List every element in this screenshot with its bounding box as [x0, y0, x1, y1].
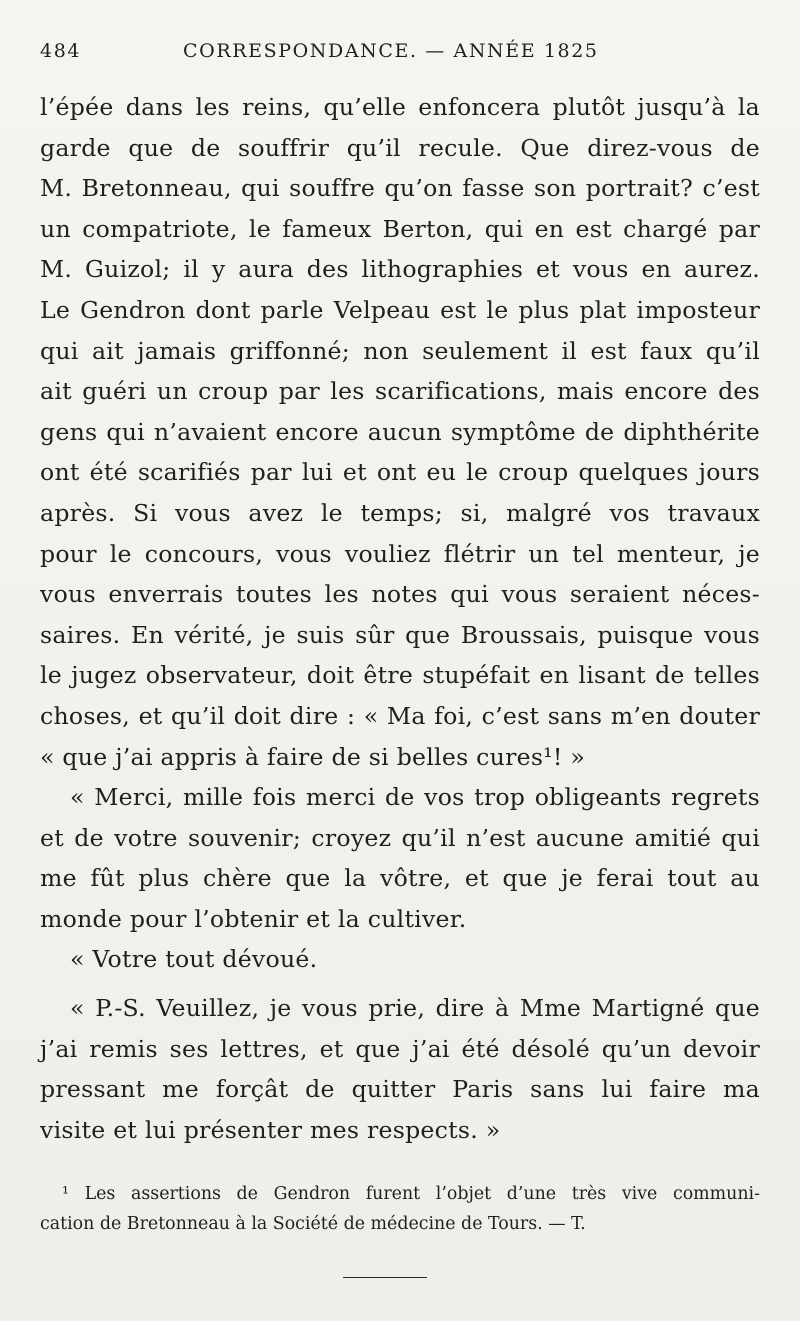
text-line: un compatriote, le fameux Berton, qui en est chargé par: [40, 214, 760, 243]
text-line: garde que de souffrir qu’il recule. Que direz-vous de: [40, 133, 760, 162]
text-line: l’épée dans les reins, qu’elle enfoncera plutôt jusqu’à la: [40, 93, 760, 121]
text-line: monde pour l’obtenir et la cultiver.: [40, 904, 467, 933]
text-line: ait guéri un croup par les scarifications, mais encore des: [40, 377, 760, 406]
text-line: M. Guizol; il y aura des lithographies et vous en aurez.: [40, 255, 760, 284]
footnote-line: ¹ Les assertions de Gendron furent l’objet d’une très vive communi-: [62, 1184, 760, 1204]
text-line: M. Bretonneau, qui souffre qu’on fasse son portrait? c’est: [40, 174, 760, 203]
text-line: gens qui n’avaient encore aucun symptôme de diphthérite: [40, 417, 760, 446]
text-line: choses, et qu’il doit dire : « Ma foi, c’est sans m’en douter: [40, 701, 760, 730]
text-line: j’ai remis ses lettres, et que j’ai été désolé qu’un devoir: [40, 1034, 760, 1063]
body-text: [40, 87, 760, 1150]
text-line: Le Gendron dont parle Velpeau est le plus plat imposteur: [40, 295, 760, 324]
text-line: « Merci, mille fois merci de vos trop obligeants regrets: [70, 783, 760, 812]
text-line: pressant me forçât de quitter Paris sans lui faire ma: [40, 1075, 760, 1104]
text-line: le jugez observateur, doit être stupéfait en lisant de telles: [40, 661, 760, 690]
text-line: pour le concours, vous vouliez flétrir un tel menteur, je: [40, 539, 760, 568]
footnote-line: cation de Bretonneau à la Société de médecine de Tours. — T.: [40, 1214, 586, 1234]
text-line: « Votre tout dévoué.: [70, 945, 318, 974]
page-header: [40, 40, 760, 64]
page-end-rule: [343, 1277, 427, 1278]
text-line: ont été scarifiés par lui et ont eu le croup quelques jours: [40, 458, 760, 487]
text-line: « P.-S. Veuillez, je vous prie, dire à Mme Martigné que: [70, 994, 760, 1023]
text-line: et de votre souvenir; croyez qu’il n’est aucune amitié qui: [40, 823, 760, 852]
text-line: après. Si vous avez le temps; si, malgré vos travaux: [40, 498, 760, 527]
text-line: qui ait jamais griffonné; non seulement il est faux qu’il: [40, 336, 760, 365]
text-line: vous enverrais toutes les notes qui vous seraient néces-: [40, 580, 760, 609]
running-head: CORRESPONDANCE. — ANNÉE 1825: [183, 40, 599, 62]
text-line: saires. En vérité, je suis sûr que Broussais, puisque vous: [40, 620, 760, 649]
text-line: me fût plus chère que la vôtre, et que je ferai tout au: [40, 864, 760, 893]
footnote: [40, 1179, 760, 1239]
page-number: 484: [40, 40, 82, 62]
text-line: « que j’ai appris à faire de si belles cures¹! »: [40, 742, 586, 771]
text-line: visite et lui présenter mes respects. »: [40, 1115, 501, 1144]
